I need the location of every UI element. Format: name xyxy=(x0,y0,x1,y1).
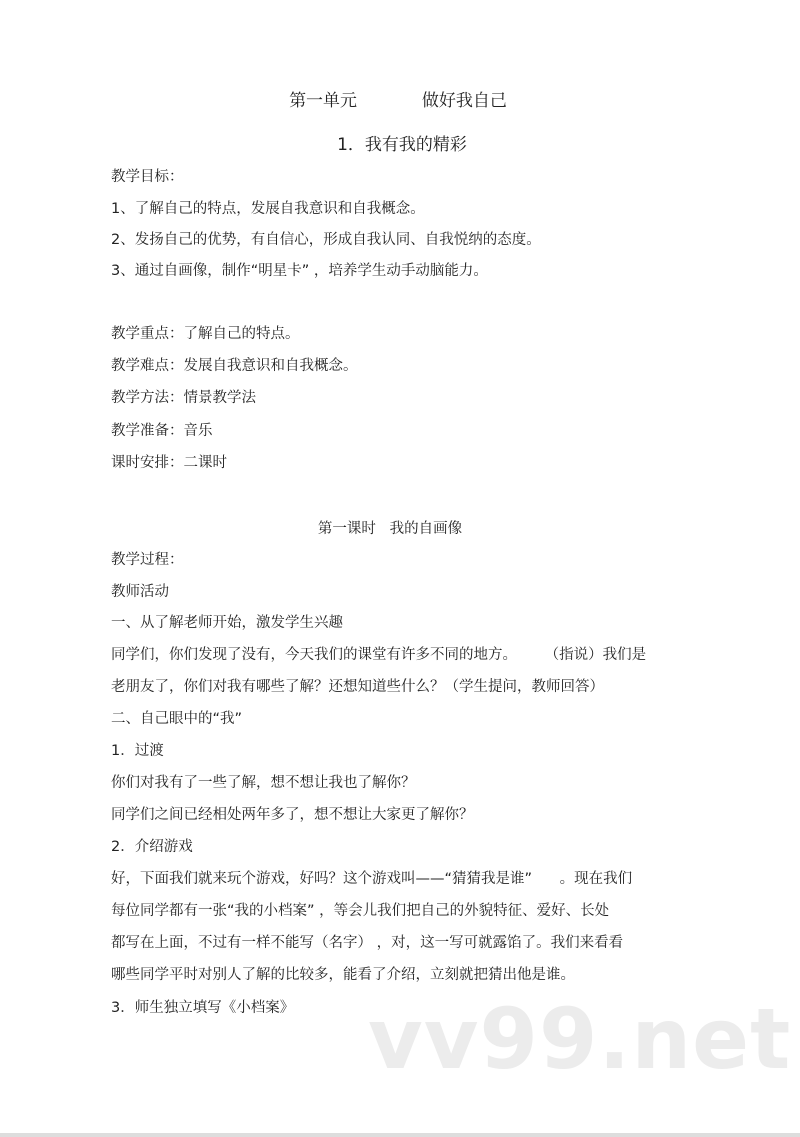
objective-item: 1、了解自己的特点，发展自我意识和自我概念。 xyxy=(111,201,425,217)
lesson-title: 1．我有我的精彩 xyxy=(337,135,467,155)
body-line: 好，下面我们就来玩个游戏，好吗？这个游戏叫——“猜猜我是谁” 。现在我们 xyxy=(111,871,633,887)
period-title: 第一课时 我的自画像 xyxy=(317,521,463,537)
objective-item: 3、通过自画像，制作“明星卡” ，培养学生动手动脑能力。 xyxy=(111,263,488,279)
body-line: 你们对我有了一些了解，想不想让我也了解你？ xyxy=(111,775,416,791)
body-line: 每位同学都有一张“我的小档案” ，等会儿我们把自己的外貌特征、爱好、长处 xyxy=(111,903,610,919)
body-line: 哪些同学平时对别人了解的比较多，能看了介绍，立刻就把猜出他是谁。 xyxy=(111,967,575,983)
objectives-heading: 教学目标： xyxy=(111,169,184,185)
page-edge xyxy=(0,1133,800,1137)
watermark: vv99.net xyxy=(368,990,792,1088)
body-line: 同学们，你们发现了没有，今天我们的课堂有许多不同的地方。 （指说）我们是 xyxy=(111,647,647,663)
unit-title: 第一单元 做好我自己 xyxy=(289,91,507,111)
body-line: 都写在上面，不过有一样不能写（名字） ，对，这一写可就露馅了。我们来看看 xyxy=(111,935,624,951)
body-line: 同学们之间已经相处两年多了，想不想让大家更了解你？ xyxy=(111,807,474,823)
body-line: 3．师生独立填写《小档案》 xyxy=(111,1000,295,1016)
body-line: 2．介绍游戏 xyxy=(111,839,193,855)
info-line: 教学难点：发展自我意识和自我概念。 xyxy=(111,358,358,374)
info-line: 教学方法：情景教学法 xyxy=(111,390,256,406)
info-line: 课时安排：二课时 xyxy=(111,455,227,471)
objective-item: 2、发扬自己的优势，有自信心，形成自我认同、自我悦纳的态度。 xyxy=(111,232,541,248)
body-line: 教学过程： xyxy=(111,552,184,568)
body-line: 1．过渡 xyxy=(111,743,164,759)
body-line: 老朋友了，你们对我有哪些了解？还想知道些什么？（学生提问，教师回答） xyxy=(111,679,604,695)
info-line: 教学准备：音乐 xyxy=(111,423,213,439)
body-line: 教师活动 xyxy=(111,584,169,600)
body-line: 二、自己眼中的“我” xyxy=(111,711,243,727)
body-line: 一、从了解老师开始，激发学生兴趣 xyxy=(111,615,343,631)
info-line: 教学重点：了解自己的特点。 xyxy=(111,326,300,342)
